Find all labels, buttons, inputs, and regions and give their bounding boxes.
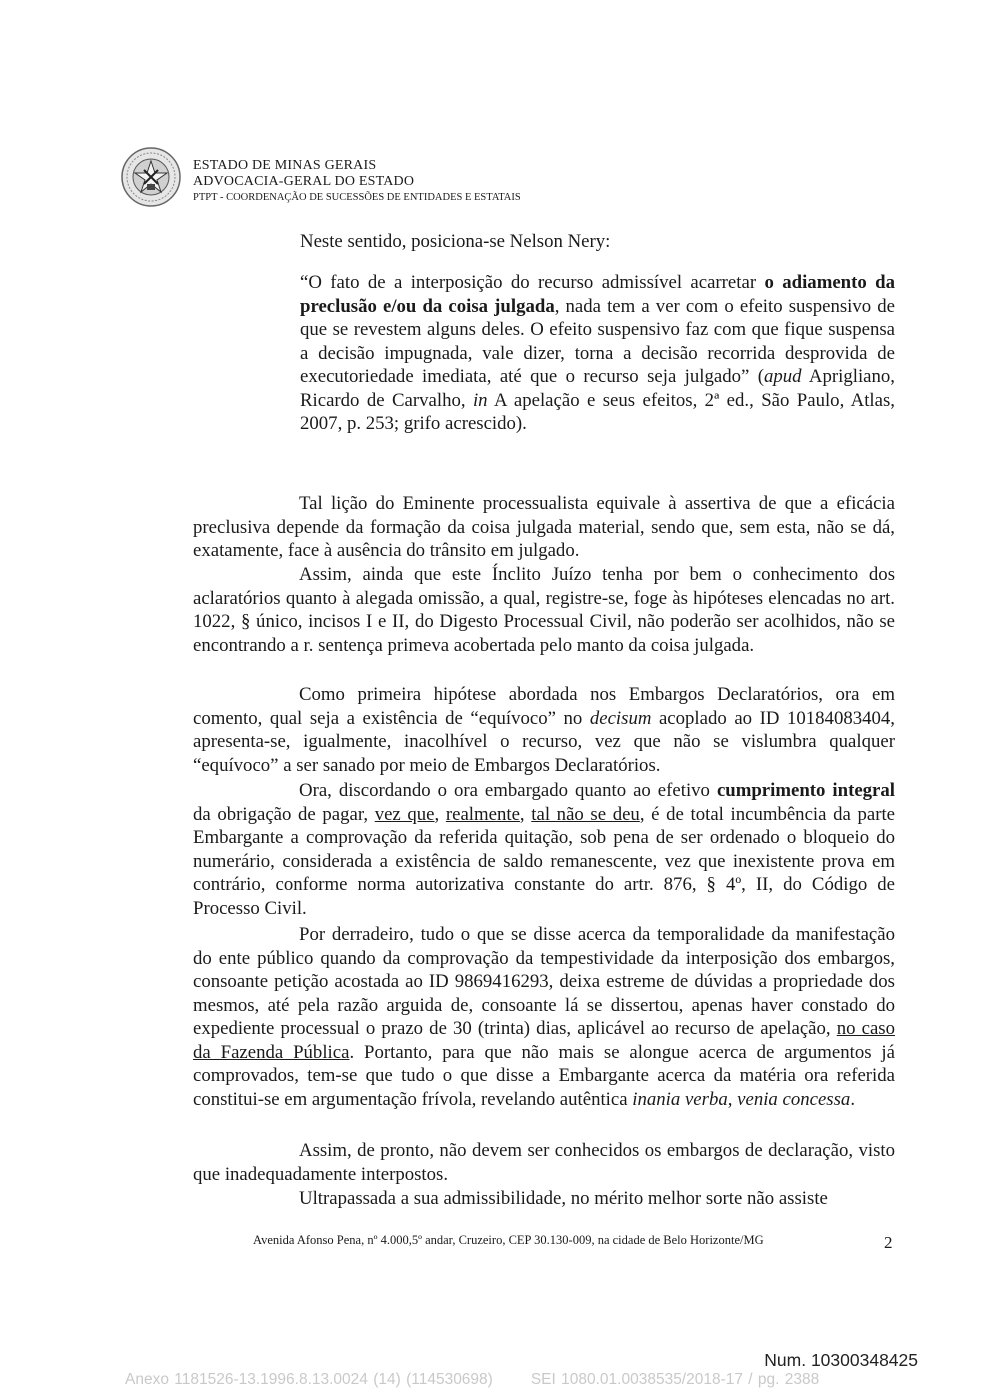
page-number: 2 xyxy=(884,1233,893,1252)
letterhead-state: ESTADO DE MINAS GERAIS xyxy=(193,158,377,173)
paragraph-5: Por derradeiro, tudo o que se disse acerca da temporalidade da manifestação do ente público quando da comprovação da tempestividade da interposição dos embargos, consoante petição acostada ao ID 9869416293, deixa estreme de dúvidas a propriedade dos mesmos, até pela razão arguida de, consoante lá se dissertou, apenas haver constado do expediente processual o prazo de 30 (trinta) dias, aplicável ao recurso de apelação, no caso da Fazenda Pública. Portanto, para que não mais se alongue acerca de argumentos já comprovados, tem-se que tudo o que disse a Embargante acerca da matéria ora referida constitui-se em argumentação frívola, revelando autêntica inania verba, venia concessa. xyxy=(193,924,895,1110)
paragraph-2: Assim, ainda que este Ínclito Juízo tenha por bem o conhecimento dos aclaratórios quanto à alegada omissão, a qual, registre-se, foge às hipóteses elencadas no art. 1022, § único, incisos I e II, do Digesto Processual Civil, não poderão ser acolhidos, não se encontrando a r. sentença primeva acobertada pelo manto da coisa julgada. xyxy=(193,564,895,656)
intro-paragraph: Neste sentido, posiciona-se Nelson Nery: xyxy=(300,231,611,252)
coat-of-arms-seal-icon xyxy=(120,146,182,208)
letterhead xyxy=(193,158,521,206)
paragraph-4: Ora, discordando o ora embargado quanto ao efetivo cumprimento integral da obrigação de pagar, vez que, realmente, tal não se deu, é de total incumbência da parte Embargante a comprovação da referida quitação, sob pena de ser ordenado o bloqueio do numerário, considerada a existência de saldo remanescente, vez que inexistente prova em contrário, conforme norma autorizativa constante do artr. 876, § 4º, II, do Código de Processo Civil. xyxy=(193,780,896,919)
paragraph-3: Como primeira hipótese abordada nos Embargos Declaratórios, ora em comento, qual seja a existência de “equívoco” no decisum acoplado ao ID 10184083404, apresenta-se, igualmente, inacolhível o recurso, vez que não se vislumbra qualquer “equívoco” a ser sanado por meio de Embargos Declaratórios. xyxy=(193,684,895,776)
annex-label: Anexo 1181526-13.1996.8.13.0024 (14) (114530698) xyxy=(125,1371,493,1388)
block-quote: “O fato de a interposição do recurso admissível acarretar o adiamento da preclusão e/ou da coisa julgada, nada tem a ver com o efeito suspensivo de que se revestem alguns deles. O efeito suspensivo faz com que fique suspensa a decisão impugnada, vale dizer, torna a decisão recorrida desprovida de executoriedade imediata, até que o recurso seja julgado” (apud Aprigliano, Ricardo de Carvalho, in A apelação e seus efeitos, 2ª ed., São Paulo, Atlas, 2007, p. 253; grifo acrescido). xyxy=(300,272,895,434)
letterhead-agency: ADVOCACIA-GERAL DO ESTADO xyxy=(193,174,415,189)
footer-address: Avenida Afonso Pena, nº 4.000,5º andar, Cruzeiro, CEP 30.130-009, na cidade de Belo Horizonte/MG xyxy=(253,1233,764,1247)
paragraph-7: Ultrapassada a sua admissibilidade, no mérito melhor sorte não assiste xyxy=(299,1188,828,1209)
letterhead-department: PTPT - COORDENAÇÃO DE SUCESSÕES DE ENTIDADES E ESTATAIS xyxy=(193,192,521,203)
document-number: Num. 10300348425 xyxy=(764,1350,918,1370)
sei-label: SEI 1080.01.0038535/2018-17 / pg. 2388 xyxy=(530,1371,820,1388)
paragraph-1: Tal lição do Eminente processualista equivale à assertiva de que a eficácia preclusiva depende da formação da coisa julgada material, sendo que, sem esta, não se dá, exatamente, face à ausência do trânsito em julgado. xyxy=(193,493,895,561)
paragraph-6: Assim, de pronto, não devem ser conhecidos os embargos de declaração, visto que inadequadamente interpostos. xyxy=(193,1140,895,1185)
annex-stamp xyxy=(125,1371,819,1389)
